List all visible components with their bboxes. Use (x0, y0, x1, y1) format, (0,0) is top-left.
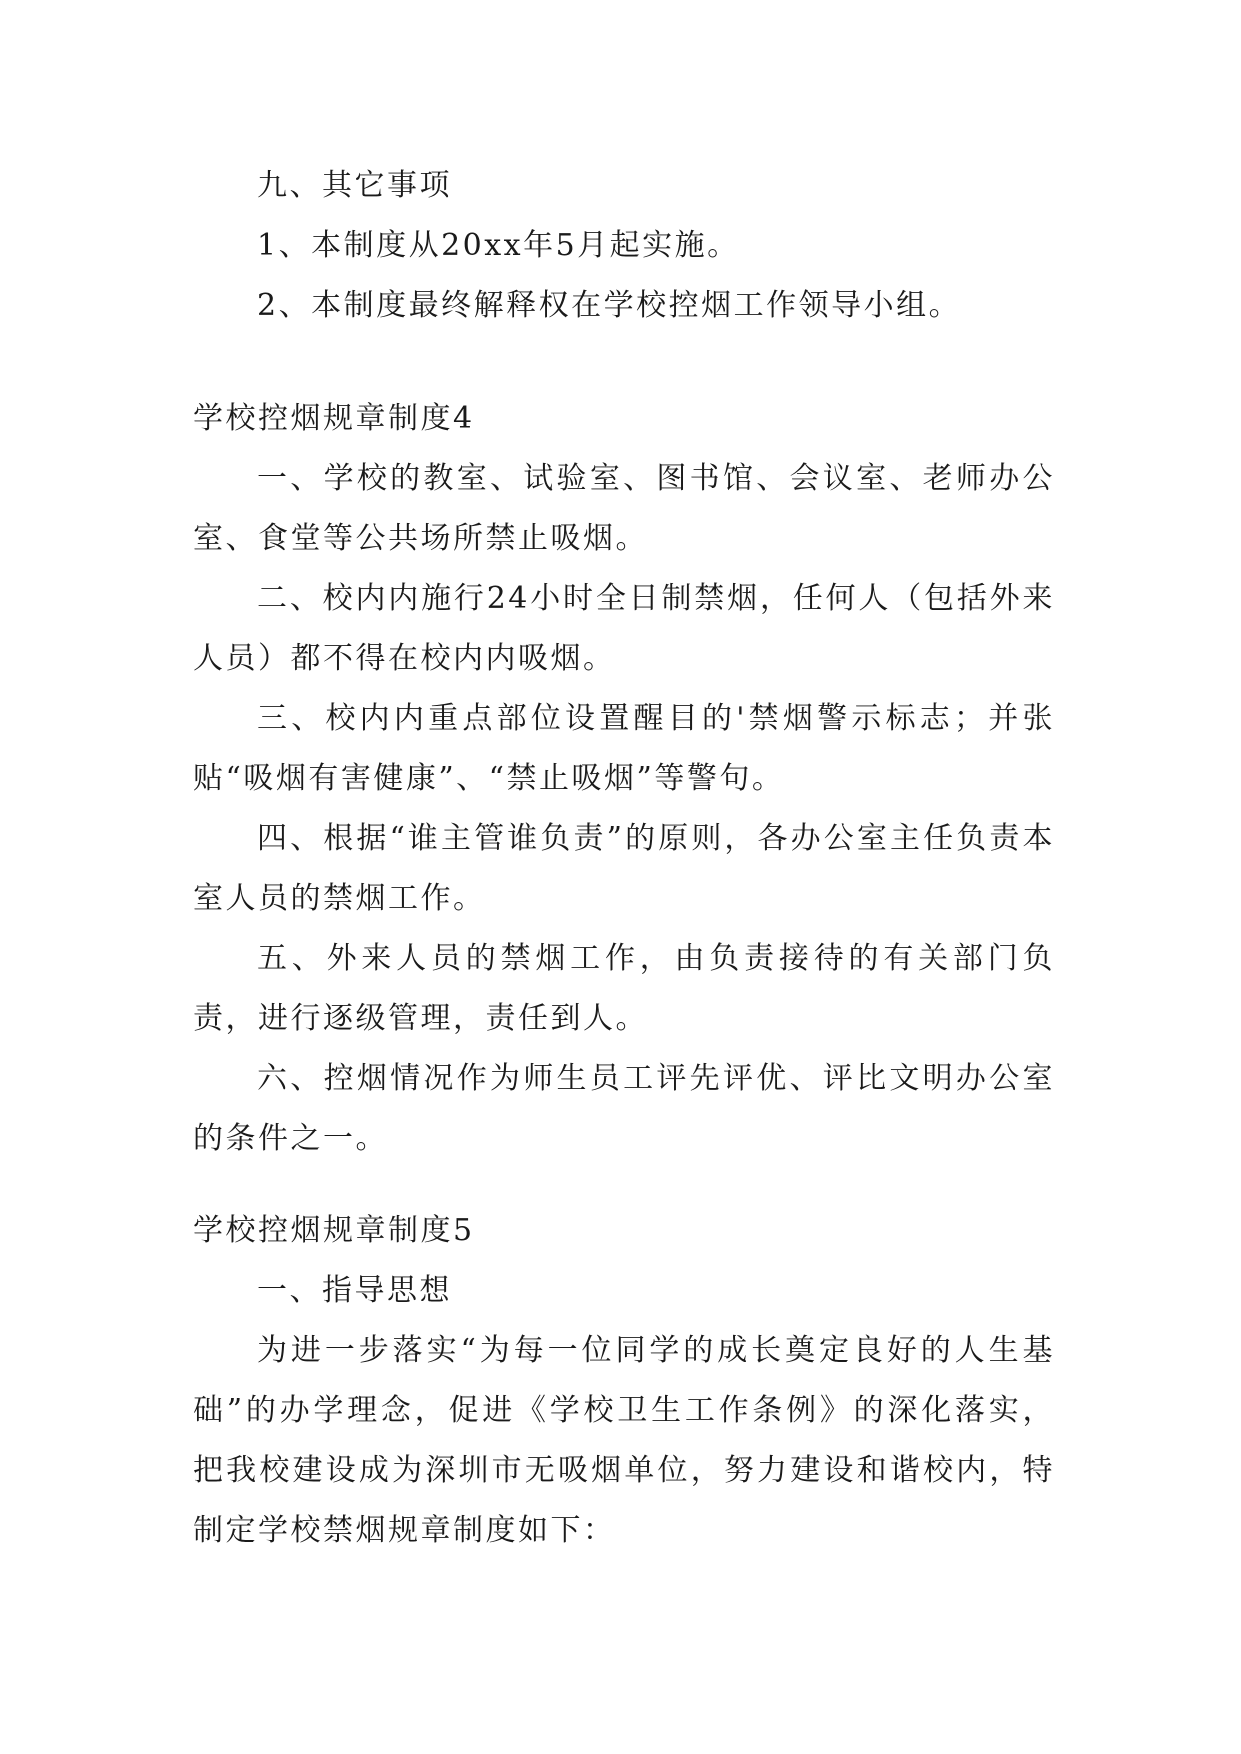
section-4-paragraph: 四、根据“谁主管谁负责”的原则，各办公室主任负责本室人员的禁烟工作。 (193, 821, 1055, 916)
paragraph-interpretation: 2、本制度最终解释权在学校控烟工作领导小组。 (257, 288, 962, 323)
section-5-paragraph: 为进一步落实“为每一位同学的成长奠定良好的人生基础”的办学理念，促进《学校卫生工作条例》的深化落实，把我校建设成为深圳市无吸烟单位，努力建设和谐校内，特制定学校禁烟规章制度如下： (193, 1333, 1055, 1548)
section-5 (193, 1201, 1055, 1561)
section-5-paragraph: 一、指导思想 (257, 1273, 452, 1308)
top-section (193, 156, 1055, 336)
paragraph-other-matters: 九、其它事项 (257, 168, 452, 203)
section-4-paragraph: 六、控烟情况作为师生员工评先评优、评比文明办公室的条件之一。 (193, 1061, 1055, 1156)
section-4 (193, 389, 1055, 1169)
section-4-paragraph: 三、校内内重点部位设置醒目的'禁烟警示标志；并张贴“吸烟有害健康”、“禁止吸烟”等警句。 (193, 701, 1055, 796)
section-4-paragraph: 二、校内内施行24小时全日制禁烟，任何人（包括外来人员）都不得在校内内吸烟。 (193, 581, 1055, 676)
section-4-paragraph: 一、学校的教室、试验室、图书馆、会议室、老师办公室、食堂等公共场所禁止吸烟。 (193, 461, 1055, 556)
paragraph-effective-date: 1、本制度从20xx年5月起实施。 (257, 228, 740, 263)
section-4-title: 学校控烟规章制度4 (193, 401, 475, 436)
section-4-paragraph: 五、外来人员的禁烟工作，由负责接待的有关部门负责，进行逐级管理，责任到人。 (193, 941, 1055, 1036)
section-5-title: 学校控烟规章制度5 (193, 1213, 475, 1248)
